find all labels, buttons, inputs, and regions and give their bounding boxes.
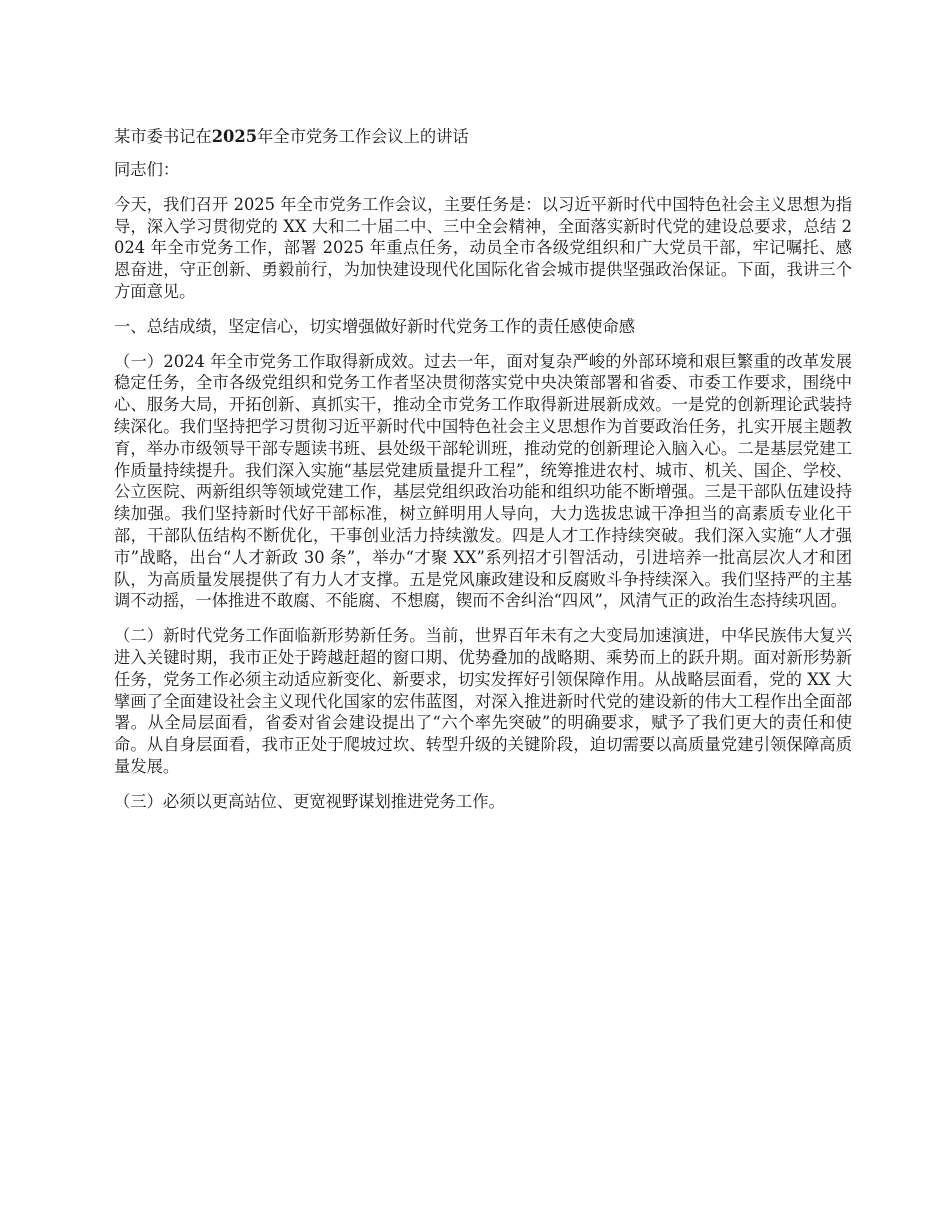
- title-suffix: 年全市党务工作会议上的讲话: [257, 127, 469, 146]
- paragraph-subsection-3: （三）必须以更高站位、更宽视野谋划推进党务工作。: [114, 791, 505, 811]
- paragraph-subsection-2: （二）新时代党务工作面临新形势新任务。当前，世界百年未有之大变局加速演进，中华民族伟大复兴进入关键时期，我市正处于跨越赶超的窗口期、优势叠加的战略期、乘势而上的跃升期。面对新形势新任务，党务工作必须主动适应新变化、新要求，切实发挥好引领保障作用。从战略层面看，党的 XX 大擘画了全面建设社会主义现代化国家的宏伟蓝图，对深入推进新时代党的建设新的伟大工程作出全面部署。从全局层面看，省委对省会建设提出了“六个率先突破”的明确要求，赋予了我们更大的责任和使命。从自身层面看，我市正处于爬坡过坎、转型升级的关键阶段，迫切需要以高质量党建引领保障高质量发展。: [114, 626, 852, 776]
- title-prefix: 某市委书记在: [114, 127, 212, 146]
- document-page: [114, 126, 852, 826]
- title-year: 2025: [211, 127, 258, 146]
- greeting: 同志们：: [114, 160, 180, 179]
- paragraph-subsection-1: （一）2024 年全市党务工作取得新成效。过去一年，面对复杂严峻的外部环境和艰巨繁重的改革发展稳定任务，全市各级党组织和党务工作者坚决贯彻落实党中央决策部署和省委、市委工作要求，围绕中心、服务大局，开拓创新、真抓实干，推动全市党务工作取得新进展新成效。一是党的创新理论武装持续深化。我们坚持把学习贯彻习近平新时代中国特色社会主义思想作为首要政治任务，扎实开展主题教育，举办市级领导干部专题读书班、县处级干部轮训班，推动党的创新理论入脑入心。二是基层党建工作质量持续提升。我们深入实施“基层党建质量提升工程”，统筹推进农村、城市、机关、国企、学校、公立医院、两新组织等领域党建工作，基层党组织政治功能和组织功能不断增强。三是干部队伍建设持续加强。我们坚持新时代好干部标准，树立鲜明用人导向，大力选拔忠诚干净担当的高素质专业化干部，干部队伍结构不断优化，干事创业活力持续激发。四是人才工作持续突破。我们深入实施“人才强市”战略，出台“人才新政 30 条”，举办“才聚 XX”系列招才引智活动，引进培养一批高层次人才和团队，为高质量发展提供了有力人才支撑。五是党风廉政建设和反腐败斗争持续深入。我们坚持严的主基调不动摇，一体推进不敢腐、不能腐、不想腐，锲而不舍纠治“四风”，风清气正的政治生态持续巩固。: [114, 351, 852, 611]
- document-title: [114, 126, 852, 148]
- section-heading-1: 一、总结成绩，坚定信心，切实增强做好新时代党务工作的责任感使命感: [114, 316, 636, 336]
- paragraph-intro: 今天，我们召开 2025 年全市党务工作会议，主要任务是：以习近平新时代中国特色社会主义思想为指导，深入学习贯彻党的 XX 大和二十届二中、三中全会精神，全面落实新时代党的建设总要求，总结 2024 年全市党务工作，部署 2025 年重点任务，动员全市各级党组织和广大党员干部，牢记嘱托、感恩奋进，守正创新、勇毅前行，为加快建设现代化国际化省会城市提供坚强政治保证。下面，我讲三个方面意见。: [114, 194, 852, 301]
